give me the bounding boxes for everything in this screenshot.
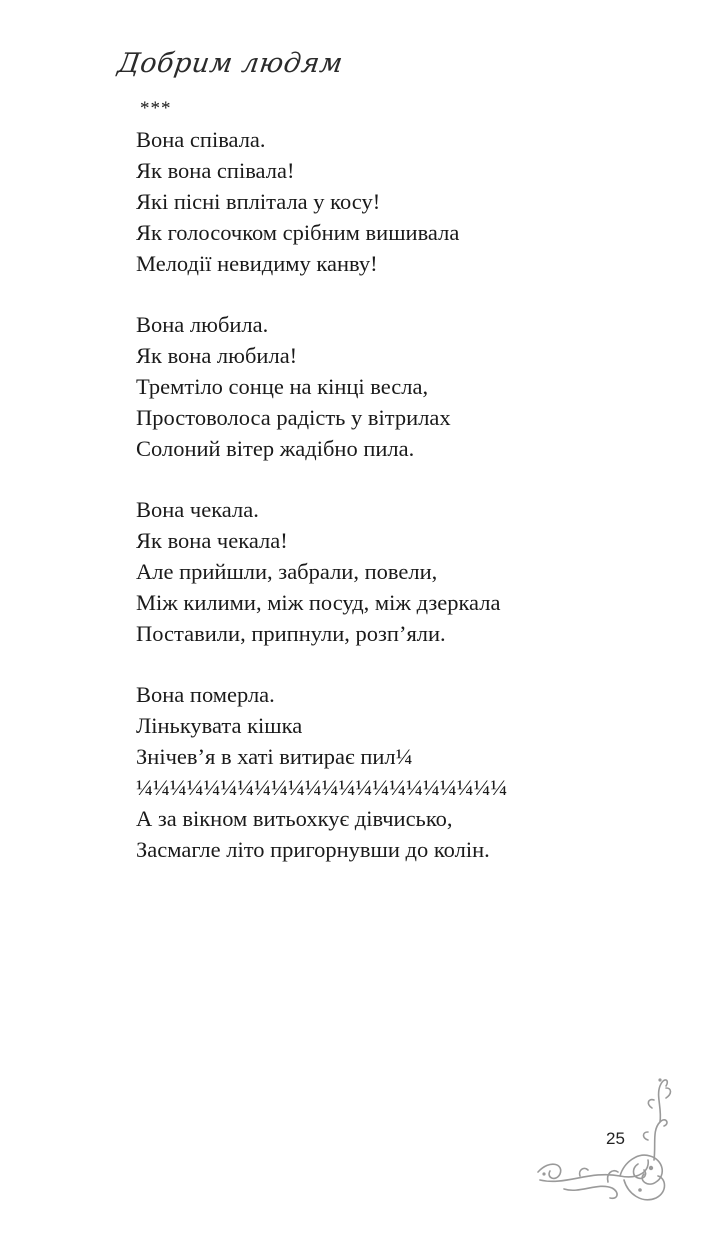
stanza-gap xyxy=(136,649,656,679)
stanza-gap xyxy=(136,279,656,309)
poem-line: Як голосочком срібним вишивала xyxy=(136,220,460,245)
poem-line: Як вона любила! xyxy=(136,343,298,368)
poem-line: Між килими, між посуд, між дзеркала xyxy=(136,590,501,615)
poem-line: А за вікном витьохкує дівчисько, xyxy=(136,806,453,831)
poem-line: Вона любила. xyxy=(136,312,269,337)
poem-line: Мелодії невидиму канву! xyxy=(136,251,378,276)
poem-line: Як вона співала! xyxy=(136,158,295,183)
page-number: 25 xyxy=(606,1129,625,1148)
stanza-4 xyxy=(136,679,656,865)
poem-line: Солоний вітер жадібно пила. xyxy=(136,436,415,461)
poem-line: Вона померла. xyxy=(136,682,275,707)
poem-line: Тремтіло сонце на кінці весла, xyxy=(136,374,429,399)
poem-line: Простоволоса радість у вітрилах xyxy=(136,405,451,430)
poem-line: Знічев’я в хаті витирає пил¼ xyxy=(136,744,413,769)
stanza-gap xyxy=(136,464,656,494)
poem-line: Як вона чекала! xyxy=(136,528,288,553)
poem-line: Лінькувата кішка xyxy=(136,713,303,738)
poem-line: Засмагле літо пригорнувши до колін. xyxy=(136,837,490,862)
floral-corner-ornament-icon xyxy=(520,1064,675,1230)
poem-line: Вона співала. xyxy=(136,127,266,152)
stanza-2 xyxy=(136,309,656,464)
stanza-1 xyxy=(136,124,656,279)
poem xyxy=(136,98,656,865)
stanza-3 xyxy=(136,494,656,649)
running-title: Добрим людям xyxy=(115,48,345,79)
poem-line: Поставили, припнули, розп’яли. xyxy=(136,621,446,646)
poem-line: ¼¼¼¼¼¼¼¼¼¼¼¼¼¼¼¼¼¼¼¼¼¼ xyxy=(136,775,508,800)
poem-separator: *** xyxy=(140,98,172,119)
poem-line: Які пісні вплітала у косу! xyxy=(136,189,381,214)
poem-line: Вона чекала. xyxy=(136,497,259,522)
poem-line: Але прийшли, забрали, повели, xyxy=(136,559,438,584)
